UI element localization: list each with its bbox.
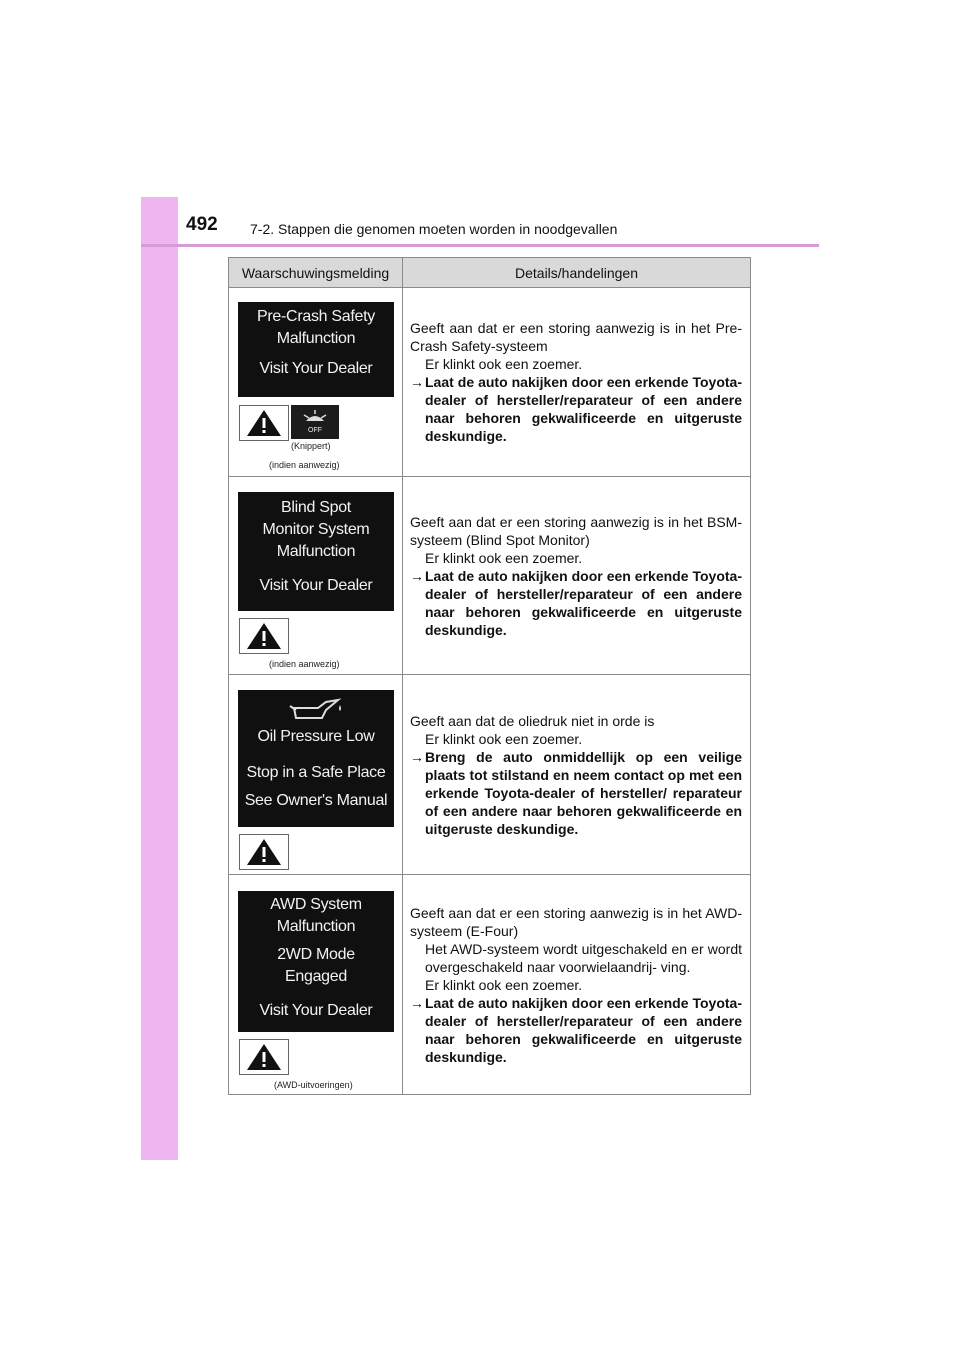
sub-note: Het AWD-systeem wordt uitgeschakeld en er wordt overgeschakeld naar voorwielaandrij- ving. [425, 940, 742, 975]
action-text: Laat de auto nakijken door een erkende Toyota-dealer of hersteller/reparateur of een andere naar behoren gekwalificeerde en uitgeruste deskundige. [425, 374, 742, 444]
details-cell [403, 675, 751, 875]
column-header-warning: Waarschuwingsmelding [229, 258, 403, 288]
screen-line: Monitor System [262, 521, 370, 538]
master-warning-icon [239, 405, 289, 441]
page-number: 492 [186, 214, 218, 235]
icon-label: OFF [308, 427, 322, 434]
sub-note: Er klinkt ook een zoemer. [425, 976, 583, 993]
details-cell [403, 875, 751, 1095]
condition-note: (indien aanwezig) [269, 659, 340, 669]
arrow-icon: → [410, 374, 424, 390]
description-text: Geeft aan dat er een storing aanwezig is in het AWD-systeem (E-Four) [410, 904, 742, 939]
warning-image-cell [229, 675, 403, 875]
warning-image-cell [229, 875, 403, 1095]
display-message-screen [238, 891, 394, 1032]
screen-line: AWD System [270, 896, 362, 913]
details-cell [403, 477, 751, 675]
warning-image-cell [229, 288, 403, 477]
master-warning-icon [239, 618, 289, 654]
screen-line: Stop in a Safe Place [246, 764, 386, 781]
table-row [229, 477, 751, 675]
header-divider [141, 244, 819, 247]
screen-line: 2WD Mode [277, 946, 355, 963]
description-text: Geeft aan dat er een storing aanwezig is in het Pre-Crash Safety-systeem [410, 320, 742, 354]
description-text: Geeft aan dat er een storing aanwezig is in het BSM-systeem (Blind Spot Monitor) [410, 513, 742, 548]
screen-line [238, 563, 394, 575]
oil-can-icon [286, 696, 346, 722]
screen-line: Malfunction [276, 918, 356, 935]
sub-note: Er klinkt ook een zoemer. [425, 549, 583, 566]
screen-line: Pre-Crash Safety [257, 308, 375, 325]
screen-line: Visit Your Dealer [259, 1002, 373, 1019]
sub-note: Er klinkt ook een zoemer. [425, 356, 583, 372]
display-message-screen [238, 302, 394, 397]
screen-line: Visit Your Dealer [259, 577, 373, 594]
pre-crash-off-icon [291, 405, 339, 439]
screen-line: Blind Spot [281, 499, 351, 516]
screen-line [238, 988, 394, 1000]
screen-line: Visit Your Dealer [259, 360, 373, 377]
master-warning-icon [239, 834, 289, 870]
section-color-tab [141, 197, 178, 1160]
warning-table [228, 257, 751, 1095]
table-row [229, 288, 751, 477]
screen-line: Oil Pressure Low [257, 728, 375, 745]
condition-note: (indien aanwezig) [269, 460, 340, 470]
action-text: Laat de auto nakijken door een erkende Toyota-dealer of hersteller/reparateur of een andere naar behoren gekwalificeerde en uitgeruste deskundige. [425, 994, 742, 1065]
action-text: Breng de auto onmiddellijk op een veilige plaats tot stilstand en neem contact op met een erkende Toyota-dealer of hersteller/ reparateur of een andere naar behoren gekwalificeerde en uitgeruste deskundige. [425, 748, 742, 837]
master-warning-icon [239, 1039, 289, 1075]
screen-line: Malfunction [276, 543, 356, 560]
screen-line [238, 350, 394, 358]
blinking-note: (Knippert) [291, 441, 331, 451]
section-title: 7-2. Stappen die genomen moeten worden in noodgevallen [250, 221, 618, 237]
table-header-row [229, 258, 751, 288]
arrow-icon: → [410, 994, 424, 1011]
arrow-icon: → [410, 748, 424, 765]
action-item [410, 567, 742, 639]
screen-line: Malfunction [276, 330, 356, 347]
arrow-icon: → [410, 567, 424, 584]
screen-line: See Owner's Manual [244, 792, 388, 809]
table-row [229, 675, 751, 875]
action-item [410, 748, 742, 838]
action-item [410, 994, 742, 1066]
screen-line [238, 748, 394, 762]
display-message-screen [238, 492, 394, 611]
details-cell [403, 288, 751, 477]
description-text: Geeft aan dat de oliedruk niet in orde is [410, 712, 655, 729]
display-message-screen [238, 690, 394, 827]
action-item [410, 373, 742, 445]
screen-line: Engaged [285, 968, 347, 985]
warning-image-cell [229, 477, 403, 675]
condition-note: (AWD-uitvoeringen) [274, 1080, 353, 1090]
sub-note: Er klinkt ook een zoemer. [425, 730, 583, 747]
table-row [229, 875, 751, 1095]
action-text: Laat de auto nakijken door een erkende Toyota-dealer of hersteller/reparateur of een andere naar behoren gekwalificeerde en uitgeruste deskundige. [425, 567, 742, 638]
column-header-details: Details/handelingen [403, 258, 751, 288]
